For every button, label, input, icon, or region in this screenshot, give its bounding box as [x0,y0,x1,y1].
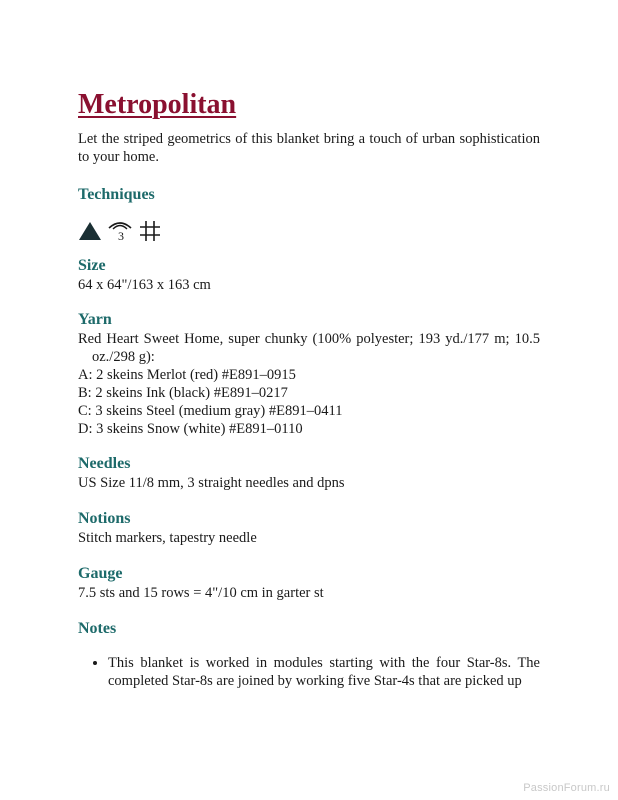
list-item: • This blanket is worked in modules starting with the four Star-8s. The completed Star-8s are joined by working five Star-4s that are picked up [108,654,540,690]
yarn-heading: Yarn [78,311,112,328]
yarn-color-a: A: 2 skeins Merlot (red) #E891–0915 [78,367,296,383]
pattern-page [78,88,540,690]
needles-heading: Needles [78,455,131,472]
watermark: PassionForum.ru [523,782,610,794]
notes-heading: Notes [78,620,117,637]
notions-section [78,509,540,547]
gauge-section [78,564,540,602]
notes-section [78,619,540,690]
grid-icon [138,219,162,243]
three-needle-bind-off-icon [108,219,132,243]
yarn-description: Red Heart Sweet Home, super chunky (100% polyester; 193 yd./177 m; 10.5 oz./298 g): [78,331,540,365]
notes-list [78,654,540,690]
yarn-color-d: D: 3 skeins Snow (white) #E891–0110 [78,421,303,437]
size-text: 64 x 64"/163 x 163 cm [78,277,211,293]
needle-number: 3 [118,229,124,243]
techniques-section [78,185,540,244]
yarn-section [78,310,540,438]
size-section [78,256,540,294]
notions-text: Stitch markers, tapestry needle [78,530,257,546]
needles-text: US Size 11/8 mm, 3 straight needles and dpns [78,475,345,491]
yarn-color-b: B: 2 skeins Ink (black) #E891–0217 [78,385,288,401]
triangle-icon [78,220,102,242]
notions-heading: Notions [78,510,131,527]
techniques-icons [78,218,540,244]
page-title: Metropolitan [78,89,237,120]
size-heading: Size [78,257,106,274]
techniques-heading: Techniques [78,186,155,203]
yarn-color-c: C: 3 skeins Steel (medium gray) #E891–0411 [78,403,343,419]
needles-section [78,454,540,492]
gauge-heading: Gauge [78,565,123,582]
intro-paragraph: Let the striped geometrics of this blanket bring a touch of urban sophistication to your home. [78,131,540,165]
gauge-text: 7.5 sts and 15 rows = 4"/10 cm in garter st [78,585,324,601]
